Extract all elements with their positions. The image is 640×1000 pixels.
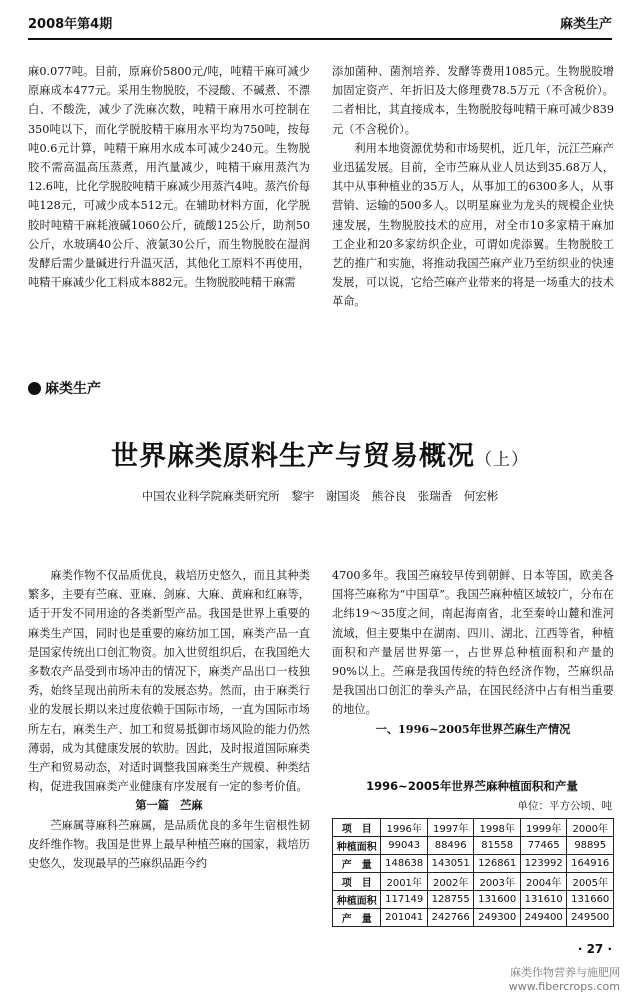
- table-title: 1996~2005年世界苎麻种植面积和产量: [366, 779, 578, 793]
- top-right-paragraph-1: 添加菌种、菌剂培养、发酵等费用1085元。生物脱胶增加固定资产、年折旧及大修理费78.5万元（不含税价）。二者相比，其直接成本，生物脱胶每吨精干麻可减少839元（不含税价）。: [332, 65, 614, 136]
- table-cell: 148638: [381, 855, 428, 873]
- table-cell: 2000年: [567, 819, 614, 837]
- table-cell: 131660: [567, 891, 614, 909]
- table-cell: 126861: [474, 855, 521, 873]
- watermark: [509, 966, 620, 994]
- bottom-left-column: [28, 566, 310, 873]
- table-cell: 201041: [381, 909, 428, 927]
- row-header-yield: 产 量: [333, 909, 381, 927]
- section-tag: [28, 378, 101, 398]
- table-cell: 131600: [474, 891, 521, 909]
- ramie-paragraph: 苎麻属荨麻科苎麻属，是品质优良的多年生宿根性韧皮纤维作物。我国是世界上最早种植苎麻的国家，栽培历史悠久，发现最早的苎麻织品距今约: [28, 818, 310, 871]
- header-rule: [28, 38, 612, 40]
- article-title-suffix: （上）: [475, 450, 529, 470]
- row-header-item: 项 目: [333, 819, 381, 837]
- table-cell: 1998年: [474, 819, 521, 837]
- table-cell: 98895: [567, 837, 614, 855]
- table-row: [333, 837, 614, 855]
- row-header-area: 种植面积: [333, 891, 381, 909]
- table-cell: 77465: [520, 837, 567, 855]
- table-cell: 1996年: [381, 819, 428, 837]
- article-title-text: 世界麻类原料生产与贸易概况: [111, 441, 475, 472]
- section-bullet-icon: [28, 382, 41, 395]
- header-section-label: 麻类生产: [559, 16, 612, 32]
- table-cell: 117149: [381, 891, 428, 909]
- row-header-area: 种植面积: [333, 837, 381, 855]
- table-cell: 249300: [474, 909, 521, 927]
- table-cell: 131610: [520, 891, 567, 909]
- table-cell: 164916: [567, 855, 614, 873]
- table-cell: 2003年: [474, 873, 521, 891]
- table-cell: 128755: [427, 891, 474, 909]
- watermark-line-1: 麻类作物营养与施肥网: [510, 966, 620, 979]
- history-paragraph: 4700多年。我国苎麻较早传到朝鲜、日本等国，欧美各国将苎麻称为“中国草”。我国苎麻种植区域较广，分布在北纬19～35度之间，南起海南省，北至秦岭山麓和淮河流域，但主要集中在湖南、四川、湖北、江西等省，种植面积和产量居世界第一，占世界总种植面积和产量的90%以上。苎麻是我国传统的特色经济作物，苎麻织品是我国出口创汇的拳头产品，在国民经济中占有相当重要的地位。: [332, 569, 614, 717]
- intro-paragraph: 麻类作物不仅品质优良，栽培历史悠久，而且其种类繁多，主要有苎麻、亚麻、剑麻、大麻、黄麻和红麻等，适于开发不同用途的各类新型产品。我国是世界上重要的麻类生产国，同时也是重要的麻纺加工国，麻类产品一直是国家传统出口创汇物资。加入世贸组织后，在我国绝大多数农产品受到市场冲击的情况下，麻类产品出口一枝独秀，始终呈现出前所未有的发展态势。然而，由于麻类行业的发展长期以来过度依赖于国际市场，一直为国际市场所左右，麻类生产、加工和贸易抵御市场风险的能力仍然薄弱，成为其健康发展的软肋。因此，及时报道国际麻类生产和贸易动态，对适时调整我国麻类生产规模、种类结构，促进我国麻类产业健康有序发展有一定的参考价值。: [28, 569, 310, 794]
- table-row: [333, 909, 614, 927]
- subsection-heading: 一、1996~2005年世界苎麻生产情况: [375, 721, 571, 736]
- table-row: [333, 873, 614, 891]
- page-header: [28, 10, 612, 34]
- row-header-yield: 产 量: [333, 855, 381, 873]
- table-cell: 1997年: [427, 819, 474, 837]
- top-right-column: [332, 62, 614, 312]
- table-cell: 2004年: [520, 873, 567, 891]
- chapter-heading: 第一篇 苎麻: [135, 798, 203, 813]
- top-left-paragraph: 麻0.077吨。目前，原麻价5800元/吨，吨精干麻可减少原麻成本477元。采用生物脱胶，不浸酸、不碱煮、不漂白、不酸洗，减少了洗麻次数，吨精干麻用水可控制在350吨以下，而化学脱胶精干麻用水平均为750吨，按每吨0.6元计算，吨精干麻用水成本可减少240元。生物脱胶不需高温高压蒸煮，用汽量减少，吨精干麻用蒸汽为12.6吨，比化学脱胶吨精干麻减少用蒸汽4吨。蒸汽价每吨128元，可减少成本512元。在辅助材料方面，化学脱胶时吨精干麻耗液碱1060公斤，硫酸125公斤，助剂50公斤，水玻璃40公斤、液氯30公斤，而生物脱胶在湿润发酵后需少量碱进行升温灭活，其他化工原料不再使用，吨精干麻减少化工料成本882元。生物脱胶吨精干麻需: [28, 65, 310, 290]
- table-cell: 249500: [567, 909, 614, 927]
- table-cell: 1999年: [520, 819, 567, 837]
- table-cell: 123992: [520, 855, 567, 873]
- article-title: [0, 434, 640, 473]
- table-cell: 2002年: [427, 873, 474, 891]
- top-left-column: [28, 62, 310, 292]
- table-cell: 143051: [427, 855, 474, 873]
- table-row: [333, 819, 614, 837]
- table-cell: 99043: [381, 837, 428, 855]
- table-row: [333, 855, 614, 873]
- issue-label: 2008年第4期: [28, 16, 113, 32]
- table-cell: 88496: [427, 837, 474, 855]
- table-row: [333, 891, 614, 909]
- table-cell: 2005年: [567, 873, 614, 891]
- row-header-item: 项 目: [333, 873, 381, 891]
- table-cell: 249400: [520, 909, 567, 927]
- top-right-paragraph-2: 利用本地资源优势和市场契机，近几年，沅江苎麻产业迅猛发展。目前，全市苎麻从业人员达到35.68万人，其中从事种植业的35万人，从事加工的6300多人，从事营销、运输的500多人。以明星麻业为龙头的规模企业快速发展，生物脱胶技术的应用，对全市10多家精干麻加工企业和20多家纺织企业，可谓如虎添翼。生物脱胶工艺的推广和实施，将推动我国苎麻产业乃至纺织业的快速发展，可以说，它给苎麻产业带来的将是一场重大的技术革命。: [332, 141, 614, 309]
- article-authors: 中国农业科学院麻类研究所 黎宇 谢国炎 熊谷良 张瑞香 何宏彬: [141, 489, 499, 503]
- production-table: [332, 818, 614, 927]
- table-cell: 81558: [474, 837, 521, 855]
- page-number: · 27 ·: [577, 942, 612, 956]
- table-unit: 单位：平方公顷、吨: [517, 800, 612, 812]
- table-cell: 242766: [427, 909, 474, 927]
- bottom-right-column: [332, 566, 614, 739]
- section-tag-label: 麻类生产: [45, 381, 101, 397]
- table-cell: 2001年: [381, 873, 428, 891]
- watermark-line-2: www.fibercrops.com: [508, 980, 620, 993]
